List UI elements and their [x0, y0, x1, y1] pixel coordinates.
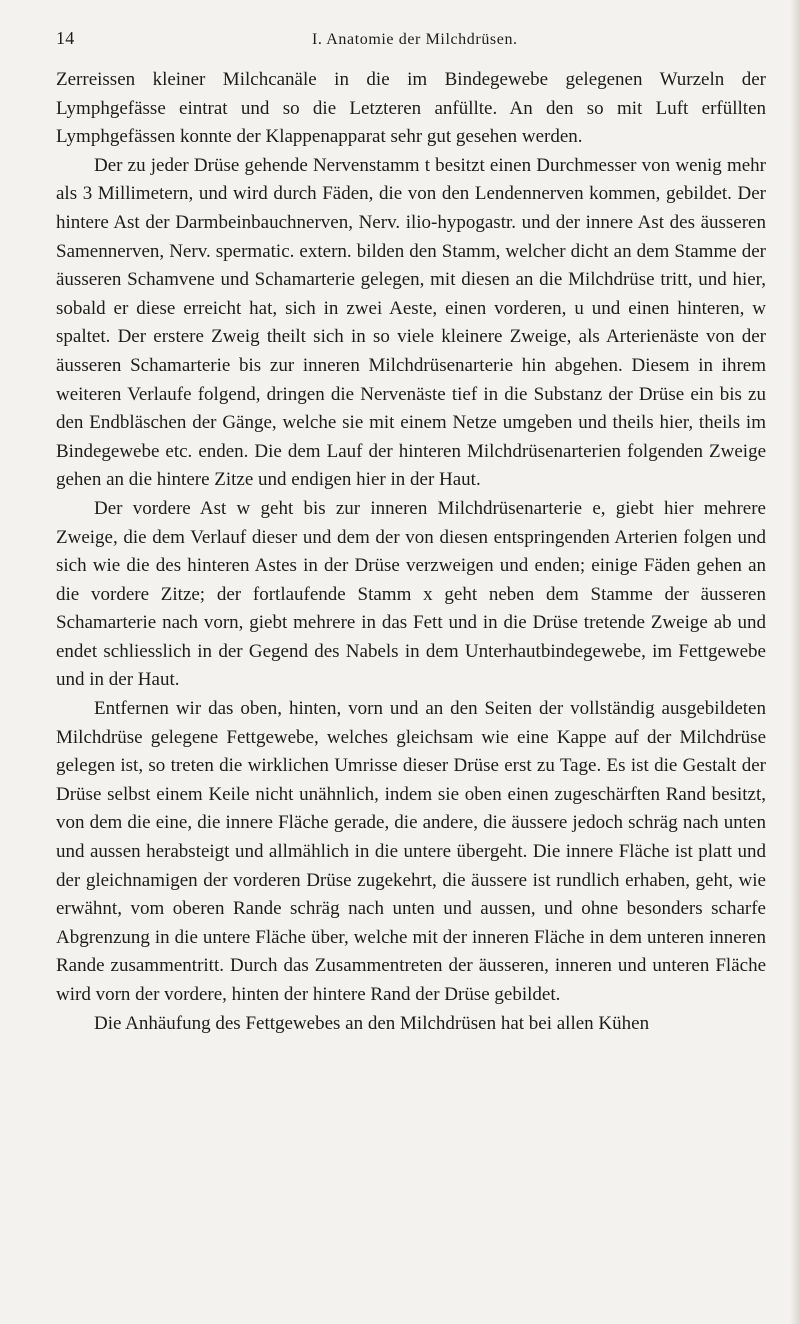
- paragraph: Der zu jeder Drüse gehende Nervenstamm t besitzt einen Durchmesser von wenig mehr als 3 Millimetern, und wird durch Fäden, die von den Lendennerven kommen, gebildet. Der hintere Ast der Darmbeinbauchnerven, Nerv. ilio-hypogastr. und der innere Ast des äusseren Samennerven, Nerv. spermatic. extern. bilden den Stamm, welcher dicht an dem Stamme der äusseren Schamvene und Schamarterie gelegen, mit diesen an die Milchdrüse tritt, und hier, sobald er diese erreicht hat, sich in zwei Aeste, einen vorderen, u und einen hinteren, w spaltet. Der erstere Zweig theilt sich in so viele kleinere Zweige, als Arterienäste von der äusseren Schamarterie bis zur inneren Milchdrüsenarterie hin abgehen. Diesem in ihrem weiteren Verlaufe folgend, dringen die Nervenäste tief in die Substanz der Drüse ein bis zu den Endbläschen der Gänge, welche sie mit einem Netze umgeben und theils hier, theils im Bindegewebe etc. enden. Die dem Lauf der hinteren Milchdrüsenarterien folgenden Zweige gehen an die hintere Zitze und endigen hier in der Haut.: [56, 154, 766, 491]
- body-text: [56, 66, 766, 1038]
- paragraph: Die Anhäufung des Fettgewebes an den Milchdrüsen hat bei allen Kühen: [94, 1012, 650, 1034]
- page-number: 14: [56, 28, 75, 48]
- paragraph: Zerreissen kleiner Milchcanäle in die im Bindegewebe gelegenen Wurzeln der Lymphgefässe eintrat und so die Letzteren anfüllte. An den so mit Luft erfüllten Lymphgefässen konnte der Klappenapparat sehr gut gesehen werden.: [56, 69, 766, 148]
- running-head: I. Anatomie der Milchdrüsen.: [312, 31, 518, 48]
- paragraph: Entfernen wir das oben, hinten, vorn und an den Seiten der vollständig ausgebildeten Milchdrüse gelegene Fettgewebe, welches gleichsam wie eine Kappe auf der Milchdrüse gelegen ist, so treten die wirklichen Umrisse dieser Drüse erst zu Tage. Es ist die Gestalt der Drüse selbst einem Keile nicht unähnlich, indem sie oben einen zugeschärften Rand besitzt, von dem die eine, die innere Fläche gerade, die andere, die äussere jedoch schräg nach unten und aussen herabsteigt und allmählich in die untere übergeht. Die innere Fläche ist platt und der gleichnamigen der vorderen Drüse zugekehrt, die äussere ist rundlich erhaben, geht, wie erwähnt, vom oberen Rande schräg nach unten und aussen, und ohne besonders scharfe Abgrenzung in die untere Fläche über, welche mit der inneren Fläche in dem unteren inneren Rande zusammentritt. Durch das Zusammentreten der äusseren, inneren und unteren Fläche wird vorn der vordere, hinten der hintere Rand der Drüse gebildet.: [56, 698, 766, 1005]
- page-header: [56, 28, 766, 56]
- paragraph: Der vordere Ast w geht bis zur inneren Milchdrüsenarterie e, giebt hier mehrere Zweige, die dem Verlauf dieser und dem der von diesen entspringenden Arterien folgen und sich wie die des hinteren Astes in der Drüse verzweigen und enden; einige Fäden gehen an die vordere Zitze; der fortlaufende Stamm x geht neben dem Stamme der äusseren Schamarterie nach vorn, giebt mehrere in das Fett und in die Drüse tretende Zweige ab und endet schliesslich in der Gegend des Nabels in dem Unterhautbindegewebe, im Fettgewebe und in der Haut.: [56, 497, 766, 691]
